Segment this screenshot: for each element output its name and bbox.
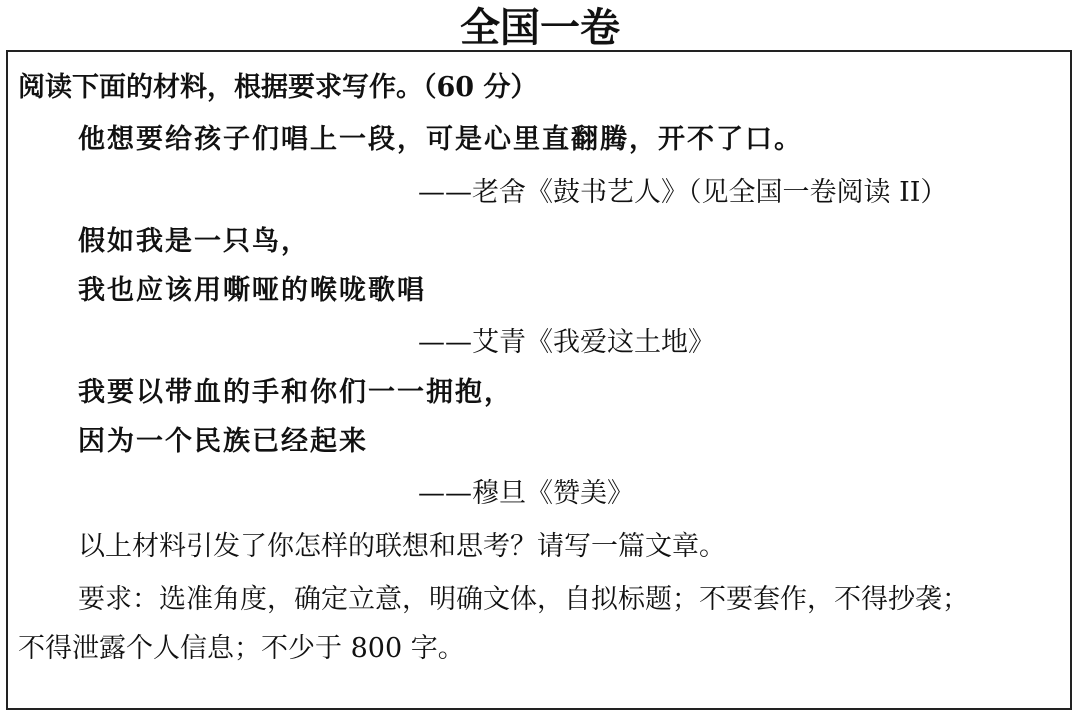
quote-1-line-1: 他想要给孩子们唱上一段，可是心里直翻腾，开不了口。 <box>78 124 803 155</box>
quote-2-attribution: ——艾青《我爱这土地》 <box>418 327 715 358</box>
prompt-requirements-line-2: 不得泄露个人信息；不少于 800 字。 <box>18 633 465 664</box>
quote-3-line-1: 我要以带血的手和你们一一拥抱， <box>78 377 513 408</box>
page-title: 全国一卷 <box>460 5 620 51</box>
quote-3-line-2: 因为一个民族已经起来 <box>78 426 368 457</box>
prompt-question: 以上材料引发了你怎样的联想和思考？请写一篇文章。 <box>78 531 726 562</box>
prompt-heading: 阅读下面的材料，根据要求写作。（60 分） <box>18 72 538 103</box>
quote-1-attribution: ——老舍《鼓书艺人》（见全国一卷阅读 II） <box>418 177 948 208</box>
quote-3-attribution: ——穆旦《赞美》 <box>418 478 634 509</box>
quote-2-line-2: 我也应该用嘶哑的喉咙歌唱 <box>78 275 426 306</box>
prompt-requirements-line-1: 要求：选准角度，确定立意，明确文体，自拟标题；不要套作，不得抄袭； <box>78 584 969 615</box>
quote-2-line-1: 假如我是一只鸟， <box>78 226 310 257</box>
